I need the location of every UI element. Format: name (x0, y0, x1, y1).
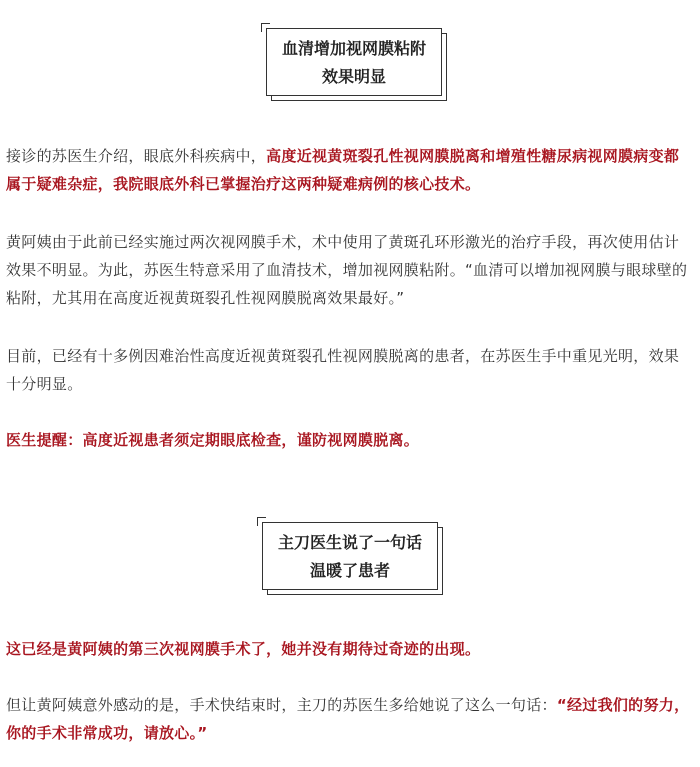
paragraph-doctor-reminder (6, 426, 694, 454)
doctor-reminder-highlight: 医生提醒：高度近视患者须定期眼底检查，谨防视网膜脱离。 (6, 431, 420, 449)
section-title-line2: 温暖了患者 (309, 561, 390, 580)
paragraph-intro-highlight: 高度近视黄斑裂孔性视网膜脱离和增殖性糖尿病视网膜病变都属于疑难杂症，我院眼底外科已掌握治疗这两种疑难病例的核心技术。 (6, 147, 680, 193)
paragraph-third-surgery (6, 635, 694, 663)
paragraph-intro-text: 接诊的苏医生介绍，眼底外科疾病中， (6, 147, 267, 165)
paragraph-results: 目前，已经有十多例因难治性高度近视黄斑裂孔性视网膜脱离的患者，在苏医生手中重见光明，效果十分明显。 (6, 347, 680, 393)
doctor-words-text: 但让黄阿姨意外感动的是，手术快结束时，主刀的苏医生多给她说了这么一句话： (6, 696, 557, 714)
section-title-line1: 血清增加视网膜粘附 (281, 39, 426, 58)
paragraph-doctor-words (6, 691, 694, 747)
decorative-corner (257, 517, 266, 526)
section-title-box-serum (266, 28, 442, 96)
section-title-line1: 主刀医生说了一句话 (277, 533, 422, 552)
doctor-words-quote: “经过我们的努力，你的手术非常成功，请放心。” (6, 696, 690, 742)
section-title-line2: 效果明显 (321, 67, 386, 86)
decorative-corner (261, 23, 270, 32)
third-surgery-highlight: 这已经是黄阿姨的第三次视网膜手术了，她并没有期待过奇迹的出现。 (6, 640, 481, 658)
section-title-box-warm-words (262, 522, 438, 590)
paragraph-treatment: 黄阿姨由于此前已经实施过两次视网膜手术，术中使用了黄斑孔环形激光的治疗手段，再次使用估计效果不明显。为此，苏医生特意采用了血清技术，增加视网膜粘附。“血清可以增加视网膜与眼球壁的粘附，尤其用在高度近视黄斑裂孔性视网膜脱离效果最好。” (6, 233, 688, 307)
paragraph-intro (6, 142, 694, 198)
